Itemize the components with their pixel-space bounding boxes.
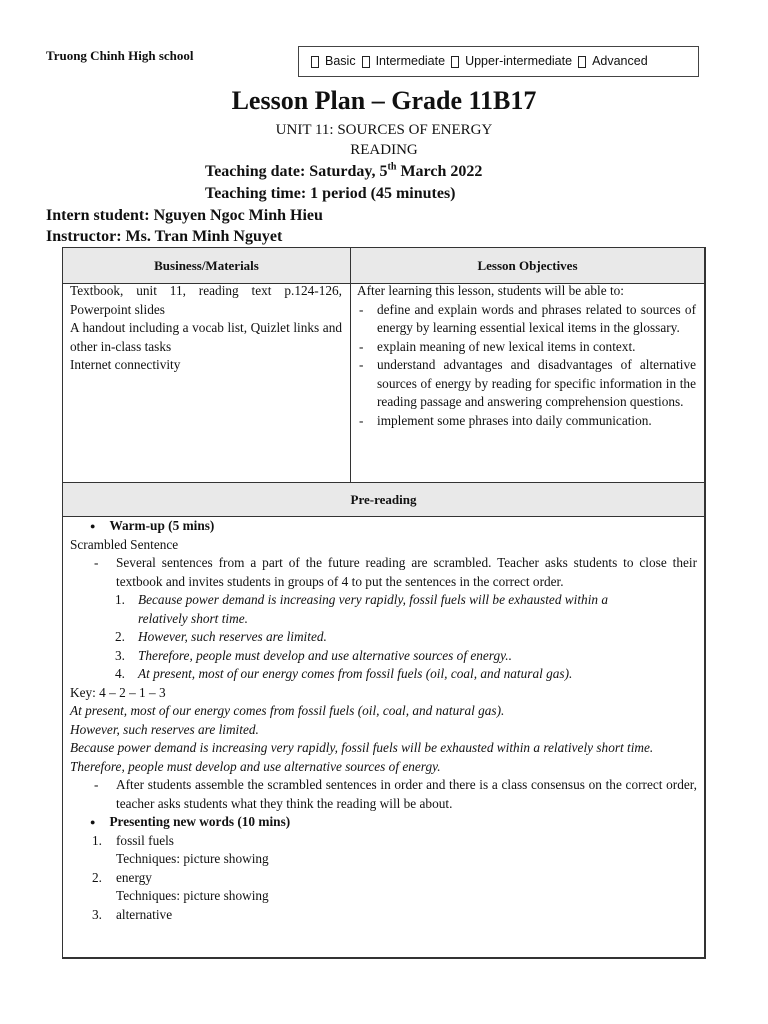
instructor: Instructor: Ms. Tran Minh Nguyet <box>46 228 283 245</box>
objective-item: - implement some phrases into daily communication. <box>357 412 696 431</box>
word-text: energy <box>116 869 152 885</box>
page-title: Lesson Plan – Grade 11B17 <box>231 86 537 115</box>
word-text: alternative <box>116 906 173 922</box>
ordered-sentence: Because power demand is increasing very rapidly, fossil fuels will be exhausted within a relatively short time. <box>70 740 654 755</box>
sentence-text: Because power demand is increasing very rapidly, fossil fuels will be exhausted within a relatively short time. <box>138 592 609 626</box>
word-technique: Techniques: picture showing <box>116 851 269 866</box>
teaching-date-prefix: Teaching date: Saturday, 5 <box>205 163 388 180</box>
word-item <box>70 832 697 851</box>
sentence-number: 2. <box>115 629 125 644</box>
teaching-date <box>205 162 482 182</box>
lesson-table <box>62 247 706 959</box>
ordered-sentence: At present, most of our energy comes from fossil fuels (oil, coal, and natural gas). <box>70 703 505 718</box>
level-label: Upper-intermediate <box>465 54 573 69</box>
word-number: 3. <box>92 906 102 922</box>
sentence-text: Therefore, people must develop and use alternative sources of energy.. <box>138 647 512 663</box>
word-item <box>70 869 697 888</box>
sentence-number: 1. <box>115 592 125 607</box>
skill-title: READING <box>350 142 418 158</box>
materials-cell <box>70 282 342 375</box>
level-label: Intermediate <box>375 54 446 69</box>
checkbox-icon <box>362 56 370 68</box>
teaching-date-suffix: March 2022 <box>396 163 483 180</box>
sentence-text: However, such reserves are limited. <box>138 629 327 644</box>
objective-item: - understand advantages and disadvantages of alternative sources of energy by reading for specific information in the reading passage and answering comprehension questions. <box>357 356 696 412</box>
scrambled-sentence <box>70 647 658 666</box>
objectives-list <box>357 301 696 431</box>
objectives-cell <box>357 282 696 430</box>
teaching-date-sup: th <box>387 161 397 173</box>
school-name: Truong Chinh High school <box>46 48 194 63</box>
level-upper-intermediate[interactable] <box>451 52 572 71</box>
objective-item: - explain meaning of new lexical items in context. <box>357 338 696 357</box>
word-number: 2. <box>92 869 102 885</box>
material-item: Internet connectivity <box>70 357 181 372</box>
sentence-number: 3. <box>115 647 125 663</box>
answer-key: Key: 4 – 2 – 1 – 3 <box>70 684 166 700</box>
objectives-header: Lesson Objectives <box>351 248 704 284</box>
warmup-title: ● Warm-up (5 mins) <box>70 517 697 536</box>
material-item: A handout including a vocab list, Quizlet links and other in-class tasks <box>70 320 342 354</box>
scrambled-sentence <box>70 665 618 684</box>
pre-reading-header: Pre-reading <box>63 483 704 517</box>
activity-name: Scrambled Sentence <box>70 536 179 552</box>
level-label: Advanced <box>592 54 648 69</box>
divider <box>350 248 351 483</box>
sentence-text: At present, most of our energy comes from fossil fuels (oil, coal, and natural gas). <box>138 666 573 681</box>
word-technique: Techniques: picture showing <box>116 888 269 903</box>
ordered-sentence: Therefore, people must develop and use alternative sources of energy. <box>70 758 441 774</box>
checkbox-icon <box>311 56 319 68</box>
scrambled-sentence <box>70 591 658 628</box>
ordered-sentence: However, such reserves are limited. <box>70 721 259 737</box>
unit-title: UNIT 11: SOURCES OF ENERGY <box>275 122 493 138</box>
material-item: Textbook, unit 11, reading text p.124-126, Powerpoint slides <box>70 283 342 317</box>
objective-item: - define and explain words and phrases related to sources of energy by learning essential lexical items in the glossary. <box>357 301 696 338</box>
instruction-text: - Several sentences from a part of the future reading are scrambled. Teacher asks students to close their textbook and invites students in groups of 4 to put the sentences in the correct order. <box>70 554 697 591</box>
checkbox-icon <box>578 56 586 68</box>
level-intermediate[interactable] <box>362 52 445 71</box>
level-selector <box>298 46 699 77</box>
teaching-time: Teaching time: 1 period (45 minutes) <box>205 185 456 202</box>
pre-reading-body <box>70 517 697 924</box>
level-advanced[interactable] <box>578 52 648 71</box>
materials-header: Business/Materials <box>63 248 351 284</box>
checkbox-icon <box>451 56 459 68</box>
intern-student: Intern student: Nguyen Ngoc Minh Hieu <box>46 207 323 224</box>
word-text: fossil fuels <box>116 832 174 848</box>
word-item <box>70 906 697 925</box>
objectives-intro: After learning this lesson, students will be able to: <box>357 283 624 298</box>
word-number: 1. <box>92 832 102 848</box>
level-label: Basic <box>325 54 356 69</box>
after-instruction-text: - After students assemble the scrambled sentences in order and there is a class consensus on the correct order, teacher asks students what they think the reading will be about. <box>70 776 697 813</box>
scrambled-sentence <box>70 628 658 647</box>
sentence-number: 4. <box>115 666 125 681</box>
level-basic[interactable] <box>311 52 356 71</box>
new-words-title: ● Presenting new words (10 mins) <box>70 813 697 832</box>
